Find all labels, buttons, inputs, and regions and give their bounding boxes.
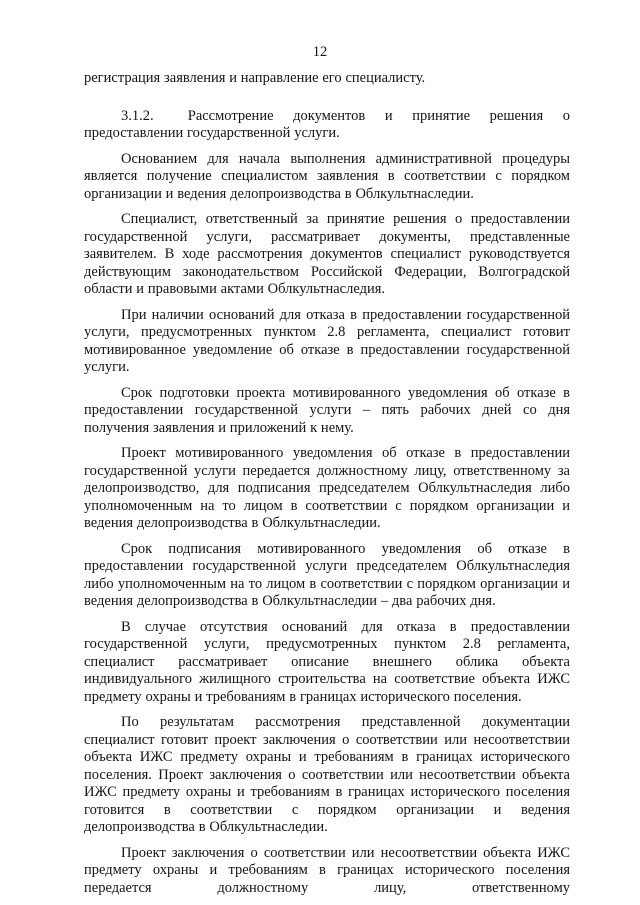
page-number: 12 [312,44,328,60]
paragraph-specialist-review: Специалист, ответственный за принятие решения о предоставлении государственной услуги, рассматривает документы, представленные заявителем. В ходе рассмотрения документов специалист руководствуется действующим законодательством Российской Федерации, Волгоградской области и правовыми актами Облкультнаследия. [84,211,570,297]
paragraph-conclusion-draft: По результатам рассмотрения представленной документации специалист готовит проект заключения о соответствии или несоответствии объекта ИЖС предмету охраны и требованиям в границах исторического поселения. Проект заключения о соответствии или несоответствии объекта ИЖС предмету охраны и требованиям в границах исторического поселения готовится в соответствии с порядком организации и ведения делопроизводства в Облкультнаследии. [84,714,570,835]
paragraph-basis: Основанием для начала выполнения административной процедуры является получение специалистом заявления в соответствии с порядком организации и ведения делопроизводства в Облкультнаследии. [84,150,570,202]
paragraph-no-refusal-grounds: В случае отсутствия оснований для отказа в предоставлении государственной услуги, предусмотренных пунктом 2.8 регламента, специалист рассматривает описание внешнего облика объекта индивидуального жилищного строительства на соответствие объекта ИЖС предмету охраны и требованиям в границах исторического поселения. [84,618,570,705]
document-body [84,70,570,897]
section-heading-3-1-2: 3.1.2. Рассмотрение документов и принятие решения о предоставлении государственной услуги. [84,107,570,141]
paragraph-refusal-deadline: Срок подготовки проекта мотивированного уведомления об отказе в предоставлении государственной услуги – пять рабочих дней со дня получения заявления и приложений к нему. [84,384,570,436]
paragraph-signing-deadline: Срок подписания мотивированного уведомления об отказе в предоставлении государственной услуги председателем Облкультнаследия либо уполномоченным на то лицом в соответствии с порядком организации и ведения делопроизводства в Облкультнаследии – два рабочих дня. [84,540,570,609]
paragraph-conclusion-transfer: Проект заключения о соответствии или несоответствии объекта ИЖС предмету охраны и требованиям в границах исторического поселения передается должностному лицу, ответственному [84,844,570,896]
paragraph-refusal-grounds: При наличии оснований для отказа в предоставлении государственной услуги, предусмотренных пунктом 2.8 регламента, специалист готовит мотивированное уведомление об отказе в предоставлении государственной услуги. [84,306,570,375]
paragraph-continuation: регистрация заявления и направление его специалисту. [84,70,426,86]
paragraph-refusal-signing: Проект мотивированного уведомления об отказе в предоставлении государственной услуги передается должностному лицу, ответственному за делопроизводство, для подписания председателем Облкультнаследия либо уполномоченным на то лицом в соответствии с порядком организации и ведения делопроизводства в Облкультнаследии. [84,445,570,531]
